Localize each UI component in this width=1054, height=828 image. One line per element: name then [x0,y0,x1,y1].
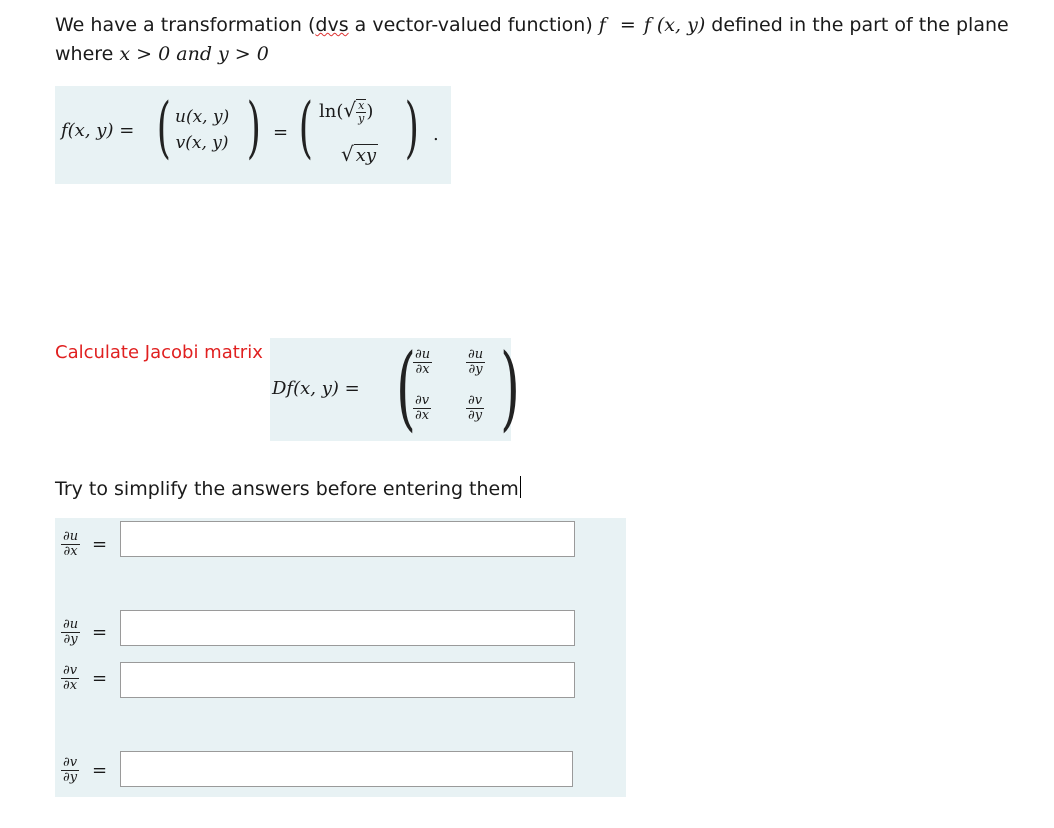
right-paren: ) [246,89,261,166]
intro-text: where [55,43,120,65]
text-cursor [520,476,521,498]
frac-den: ∂x [63,677,78,693]
frac-num: ∂u [63,617,79,632]
frac-num: ∂v [415,393,430,408]
left-paren: ( [396,334,416,441]
equals-sign: = [92,534,108,555]
function-symbol: f [598,14,606,36]
frac-num: ∂u [415,347,431,362]
frac-den: ∂x [415,407,430,423]
vector-uv [175,104,229,156]
matrix-entry-12 [466,348,485,376]
matrix-entry-21 [413,394,431,422]
answer-label-du-dy [61,618,80,646]
answer-input-du-dx[interactable] [120,521,575,557]
x-over-y [356,99,366,124]
equals-sign: = [92,622,108,643]
right-paren: ) [404,89,419,166]
domain-condition: x > 0 and y > 0 [119,43,269,65]
ln-function: ln( [319,101,344,122]
sqrt-symbol: √ [343,98,357,122]
frac-den: ∂y [63,631,78,647]
close-paren: ) [366,101,374,122]
definition-formula [55,86,451,184]
formula-lhs: f(x, y) = [61,120,135,141]
instruction-text [55,476,521,500]
u-component: u(x, y) [175,107,230,127]
frac-num: ∂v [468,393,483,408]
equals-sign: = [619,14,636,36]
frac-den: ∂x [63,543,78,559]
matrix-entry-22 [466,394,484,422]
sqrt-radicand: xy [355,145,377,166]
period: . [433,124,439,145]
left-paren: ( [156,89,171,166]
jacobi-matrix [270,334,520,441]
frac-den: ∂y [63,769,78,785]
matrix-entry-11 [413,348,432,376]
v-component: v(x, y) [175,133,229,153]
intro-line-1 [55,14,1009,36]
frac-den: y [358,112,365,125]
answer-input-dv-dx[interactable] [120,662,575,698]
sqrt-xy [341,142,378,166]
jacobi-lhs: Df(x, y) = [272,378,360,399]
intro-text: We have a transformation ( [55,14,316,36]
answer-label-dv-dy [61,756,79,784]
right-paren: ) [500,334,520,441]
frac-den: ∂x [415,361,430,377]
answer-input-du-dy[interactable] [120,610,575,646]
equals-sign: = [92,760,108,781]
intro-line-2 [55,43,269,65]
answer-label-dv-dx [61,664,79,692]
answers-area [55,518,626,797]
frac-num: ∂u [468,347,484,362]
intro-text: a vector-valued function) [348,14,599,36]
answer-input-dv-dy[interactable] [120,751,573,787]
frac-num: ∂v [63,755,78,770]
frac-den: ∂y [468,361,483,377]
jacobi-label: Calculate Jacobi matrix [55,342,263,363]
answer-label-du-dx [61,530,80,558]
frac-den: ∂y [468,407,483,423]
equals-sign: = [273,122,289,143]
spellcheck-word: dvs [315,14,349,36]
frac-num: x [358,99,365,113]
function-expression: f (x, y) [643,14,706,36]
frac-num: ∂v [63,663,78,678]
left-paren: ( [298,89,313,166]
instruction-label: Try to simplify the answers before entering them [55,478,519,500]
intro-text: defined in the part of the plane [705,14,1009,36]
frac-num: ∂u [63,529,79,544]
equals-sign: = [92,668,108,689]
sqrt-symbol: √ [341,142,354,166]
ln-expression [319,98,373,125]
